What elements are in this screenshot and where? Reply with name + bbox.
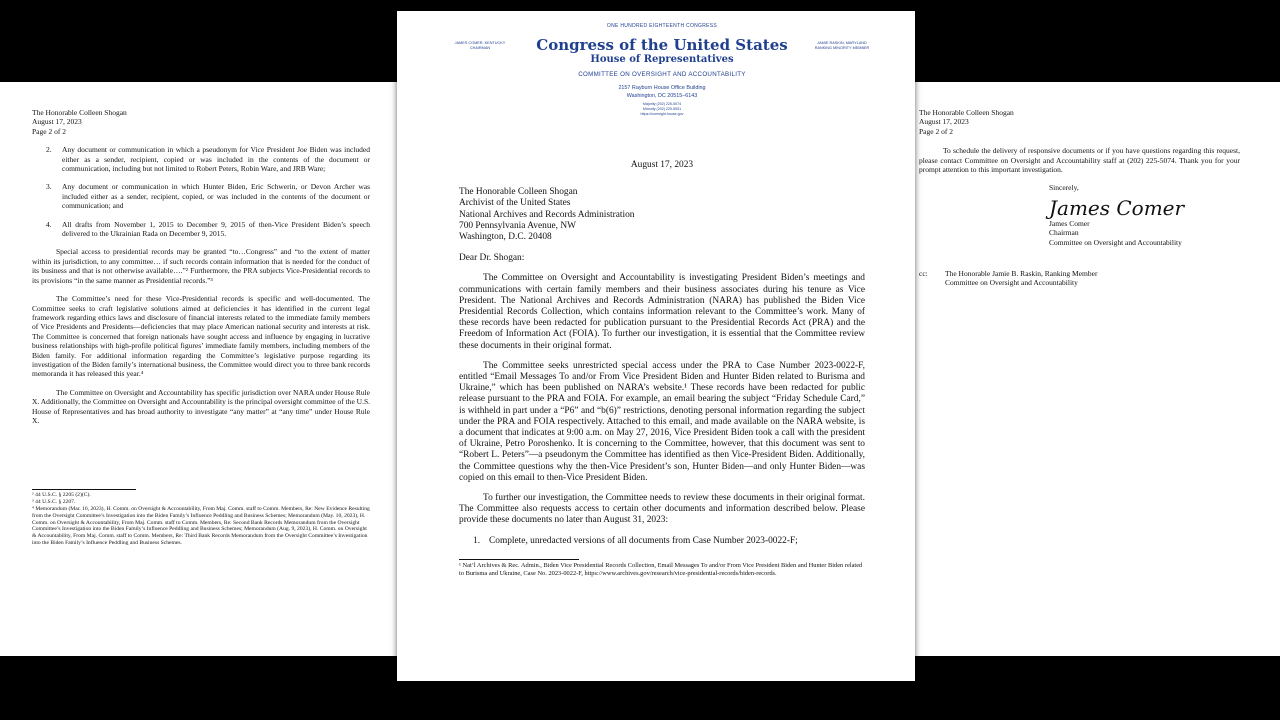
body-paragraph: The Committee on Oversight and Accountability has specific jurisdiction over NARA under House Rule X. Additionally, the Committee on Oversight and Accountability is the principal oversight committee of the U.S. House of Representatives and has broad authority to investigate “any matter” at “any time” under House Rule X. [32, 387, 370, 425]
footnote: ³ 44 U.S.C. § 2207. [32, 499, 76, 506]
addressee-line: National Archives and Records Administration [459, 209, 635, 220]
letterhead-title: Congress of the United States [536, 36, 788, 55]
address-line: 2157 Rayburn House Office Building [618, 85, 706, 92]
ranking-member-title: RANKING MINORITY MEMBER [814, 46, 870, 50]
item-number: 1. [473, 535, 481, 546]
cc-label: cc: [919, 269, 928, 279]
congress-number: ONE HUNDRED EIGHTEENTH CONGRESS [606, 23, 718, 29]
letter-page-2-right [868, 82, 1280, 656]
committee-name: COMMITTEE ON OVERSIGHT AND ACCOUNTABILITY [578, 71, 746, 79]
header-page-number: Page 2 of 2 [32, 126, 66, 136]
addressee-line: The Honorable Colleen Shogan [459, 187, 578, 198]
footnote-divider [459, 559, 579, 560]
website-line: https://oversight.house.gov [640, 111, 684, 116]
chairman-title: CHAIRMAN [469, 46, 491, 50]
body-paragraph: To further our investigation, the Committee needs to review these documents in their original format. The Committee also requests access to certain other documents and information described below. Please provide these documents no later than August 31, 2023: [459, 493, 865, 526]
addressee-line: 700 Pennsylvania Avenue, NW [459, 220, 576, 231]
item-number: 2. [46, 145, 52, 155]
letterhead-house: House of Representatives [590, 54, 734, 66]
request-item [473, 536, 865, 547]
phone-line: Majority (202) 225-5074 [642, 102, 682, 107]
footnotes [32, 492, 370, 546]
chairman-heading [449, 41, 511, 51]
signer-name: James Comer [1049, 218, 1090, 228]
header-page-number: Page 2 of 2 [919, 126, 953, 136]
phone-line: Minority (202) 225-5051 [642, 107, 682, 111]
letterhead [454, 21, 870, 147]
closing: Sincerely, [1049, 183, 1079, 193]
signer-title: Chairman [1049, 228, 1079, 238]
item-number: 3. [46, 182, 52, 192]
footnote: ⁴ Memorandum (Mar. 16, 2023), H. Comm. on Oversight & Accountability, From Maj. Comm. staff to Comm. Members, Re: New Evidence Resulting from the Oversight Committee’s Investigation into the Biden Family’s Influence Peddling and Business Schemes; Memorandum (May. 10, 2023), H. Comm. on Oversight & Accountability, From Maj. Comm. staff to Comm. Members, Re: Second Bank Records Memorandum from the Oversight Committee’s Investigation into the Biden Family’s Influence Peddling and Business Schemes; Memorandum (Aug. 9, 2023), H. Comm. on Oversight & Accountability, From Maj. Comm. staff to Comm. Members, Re: Third Bank Records Memorandum from the Oversight Committee’s Investigation into the Biden Family’s Influence Peddling and Business Schemes. [32, 505, 370, 546]
footnote: ² 44 U.S.C. § 2205 (2)(C). [32, 492, 91, 499]
item-text: Any document or communication in which a pseudonym for Vice President Joe Biden was included either as a sender, recipient, copied or was included in the contents of the document or communication, including but not limited to Robert Peters, Robin Ware, and JRB Ware; [62, 145, 370, 174]
committee-address [459, 84, 865, 100]
ranking-member-name: JAMIE RASKIN, MARYLAND [817, 41, 867, 45]
body-paragraph: Special access to presidential records may be granted “to…Congress” and “to the extent of matter within its jurisdiction, to any committee… if such records contain information that is needed for the conduct of its business and that is not otherwise available….”² Furthermore, the PRA subjects Vice-Presidential records to its provisions “in the same manner as Presidential records.”³ [32, 247, 370, 285]
addressee-line: Washington, D.C. 20408 [459, 232, 552, 243]
body-paragraph: The Committee’s need for these Vice-Presidential records is specific and well-documented. The Committee seeks to craft legislative solutions aimed at deficiencies it has identified in the current legal framework regarding ethics laws and disclosure of financial interests related to the immediate family members of Vice Presidents and Presidents—deficiencies that may place American national security and interests at risk. The Committee is concerned that foreign nationals have sought access and influence by engaging in lucrative business relationships with high-profile political figures’ immediate family members, including members of the Biden family. For additional information regarding the Committee’s legislative purpose regarding its investigation of the Biden family’s international business, the Committee would direct you to three bank records memoranda it has released this year.⁴ [32, 294, 370, 379]
letter-page-1-center [397, 11, 915, 681]
header-date: August 17, 2023 [32, 117, 82, 127]
addressee-line: Archivist of the United States [459, 198, 571, 209]
header-addressee: The Honorable Colleen Shogan [919, 108, 1014, 117]
footnote: ¹ Nat’l Archives & Rec. Admin., Biden Vice Presidential Records Collection, Email Messages To and/or From Vice President Biden and Hunter Biden related to Burisma and Ukraine, Case No. 2023-0022-F, https://www.archives.gov/research/vice-presidential-records/biden-records. [459, 561, 863, 577]
item-text: Any document or communication in which Hunter Biden, Eric Schwerin, or Devon Archer was included either as a sender, recipient, copied, or was included in the contents of the document or communication; and [62, 182, 370, 211]
page-header [32, 108, 370, 136]
request-item [46, 145, 370, 173]
item-text: All drafts from November 1, 2015 to December 9, 2015 of then-Vice President Biden’s speech delivered to the Ukrainian Rada on December 9, 2015. [62, 219, 370, 239]
body-paragraph: The Committee seeks unrestricted special access under the PRA to Case Number 2023-0022-F, entitled “Email Messages To and/or From Vice President Biden and Hunter Biden related to Burisma and Ukraine,” which has been published on NARA’s website.¹ These records have been redacted for public release pursuant to the PRA and FOIA. For example, an email bearing the subject “Friday Schedule Card,” is withheld in part under a “P6” and “b(6)” restrictions, denoting personal information regarding the subject under the PRA and FOIA respectively. Attached to this email, and made available on the NARA website, is a document that indicates at 9:00 a.m. on May 27, 2016, Vice President Biden took a call with the president of Ukraine, Petro Poroshenko. It is concerning to the Committee, however, that this document was sent to “Robert L. Peters”—a pseudonym the Committee has identified as then Vice-President Biden. Additionally, the Committee questions why the then-Vice President’s son, Hunter Biden—and only Hunter Biden—was copied on this email to then-Vice President Biden. [459, 360, 865, 483]
committee-phones [459, 102, 865, 116]
footnote-divider [32, 489, 136, 490]
cc-block [919, 269, 1240, 288]
body-paragraph: To schedule the delivery of responsive documents or if you have questions regarding this request, please contact Committee on Oversight and Accountability staff at (202) 225-5074. Thank you for your prompt attention to this important investigation. [919, 146, 1240, 175]
header-addressee: The Honorable Colleen Shogan [32, 108, 127, 117]
item-text: Complete, unredacted versions of all documents from Case Number 2023-0022-F; [489, 535, 798, 546]
cc-line: The Honorable Jamie B. Raskin, Ranking Member [945, 269, 1098, 279]
letter-date: August 17, 2023 [630, 160, 694, 170]
header-date: August 17, 2023 [919, 117, 969, 127]
body-paragraph: The Committee on Oversight and Accountability is investigating President Biden’s meetings and communications with certain family members and their business associates during his tenure as Vice President. The National Archives and Records Administration (NARA) has published the Biden Vice Presidential Records Collection, which contains information relevant to the Committee’s work. Many of these records have been redacted for publication pursuant to the Presidential Records Act (PRA) and the Freedom of Information Act (FOIA). To further our investigation, it is essential that the Committee review these documents in their original format. [459, 273, 865, 351]
ranking-member-heading [811, 41, 873, 51]
request-item [46, 182, 370, 210]
request-item [46, 220, 370, 239]
chairman-name: JAMES COMER, KENTUCKY [454, 41, 506, 45]
handwritten-signature: James Comer [1049, 195, 1185, 220]
footnotes [459, 562, 865, 578]
cc-line: Committee on Oversight and Accountability [945, 278, 1078, 288]
address-line: Washington, DC 20515–6143 [626, 93, 698, 100]
addressee-block [459, 187, 865, 243]
item-number: 4. [46, 219, 52, 229]
signature-block [1049, 183, 1240, 247]
salutation: Dear Dr. Shogan: [459, 253, 525, 264]
page-header [919, 108, 1240, 136]
letter-page-2-left [0, 82, 422, 656]
signer-committee: Committee on Oversight and Accountability [1049, 237, 1182, 247]
